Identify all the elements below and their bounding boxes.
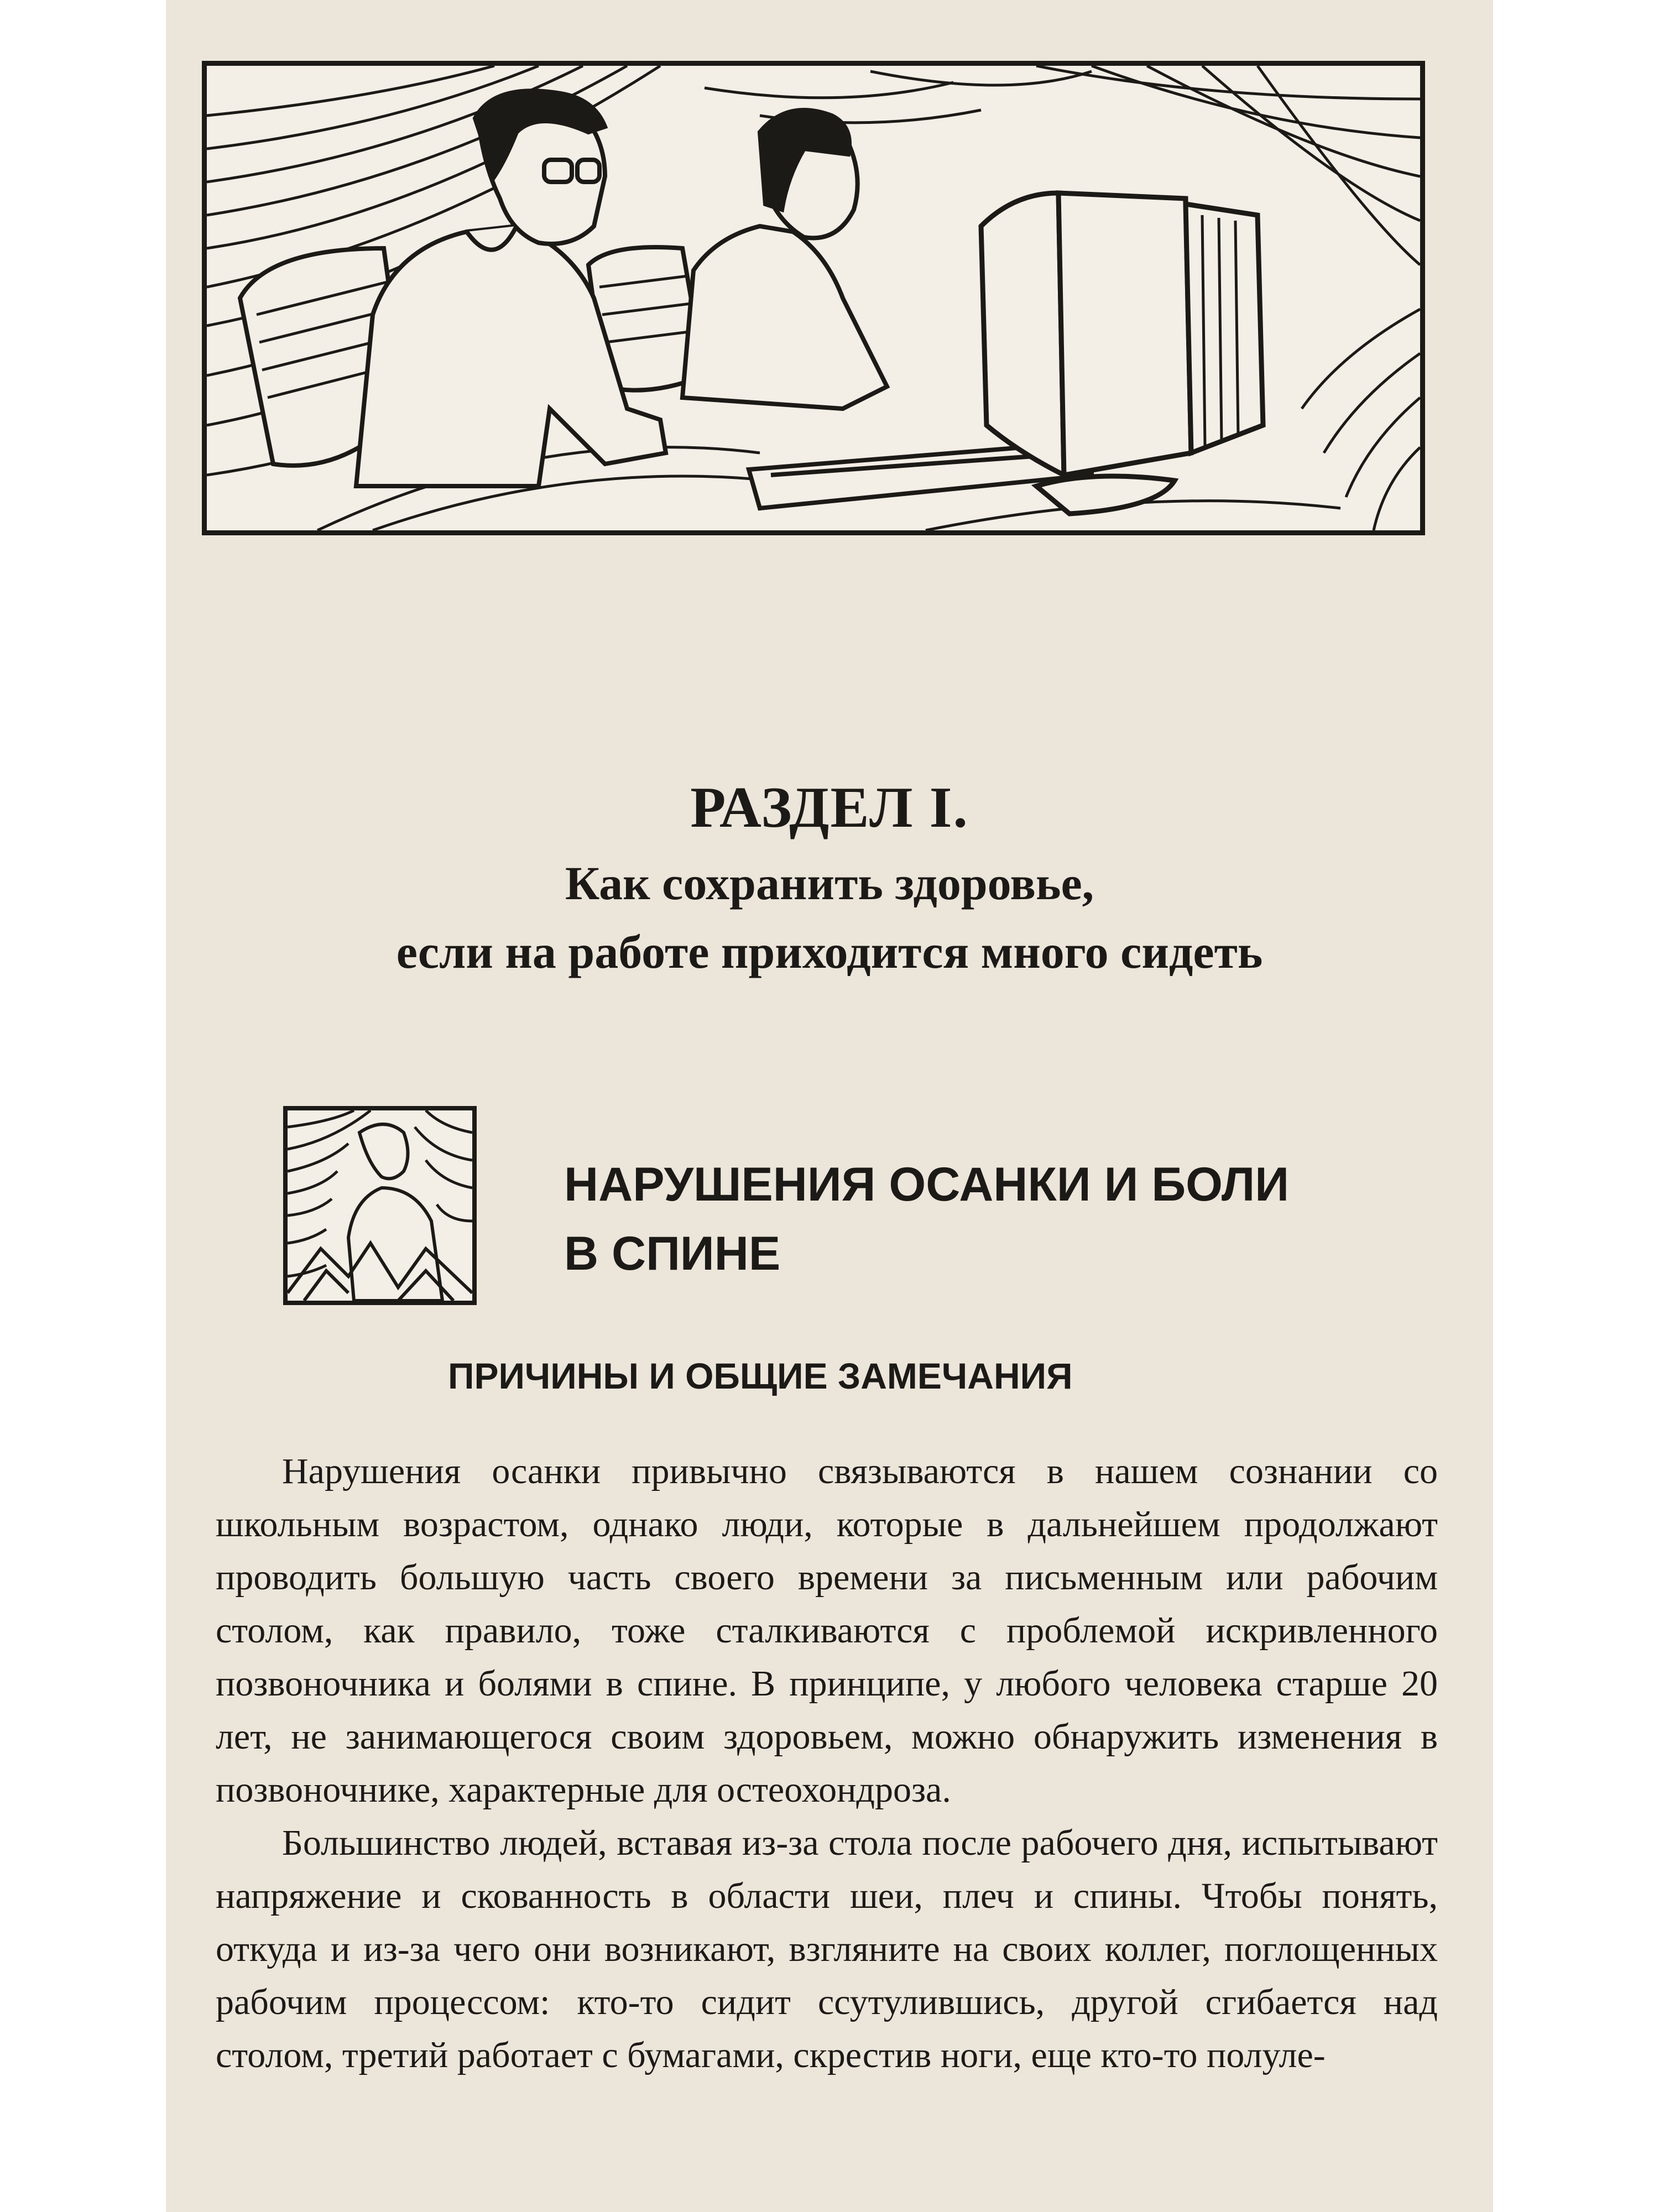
section-title-line-1: Как сохранить здоровье, [565, 857, 1094, 910]
body-text [216, 1445, 1438, 2082]
chapter-emblem [283, 1106, 477, 1305]
book-page [166, 0, 1493, 2212]
chapter-title-line-2: В СПИНЕ [564, 1227, 781, 1280]
section-number: РАЗДЕЛ I. [690, 775, 969, 839]
office-workers-illustration-icon [207, 66, 1420, 530]
woman-figure-icon [288, 1110, 472, 1301]
subsection-heading: ПРИЧИНЫ И ОБЩИЕ ЗАМЕЧАНИЯ [448, 1355, 1073, 1396]
chapter-title [564, 1150, 1477, 1288]
office-illustration [202, 61, 1425, 535]
paragraph: Большинство людей, вставая из-за стола после рабочего дня, испытывают напряжение и скованность в области шеи, плеч и спины. Чтобы понять, откуда и из-за чего они возникают, взгляните на своих коллег, поглощенных рабочим процессом: кто-то сидит ссутулившись, другой сгибается над столом, третий работает с бумагами, скрестив ноги, еще кто-то полуле- [216, 1823, 1438, 2075]
section-title-line-2: если на работе приходится много сидеть [396, 925, 1263, 978]
section-title [166, 849, 1493, 986]
chapter-title-line-1: НАРУШЕНИЯ ОСАНКИ И БОЛИ [564, 1158, 1290, 1211]
paragraph: Нарушения осанки привычно связываются в нашем сознании со школьным возрастом, однако люди, которые в дальнейшем продолжают проводить большую часть своего времени за письменным или рабочим столом, как правило, тоже сталкиваются с проблемой искривленного позвоночника и болями в спине. В принципе, у любого человека старше 20 лет, не занимающегося своим здоровьем, можно обнаружить изменения в позвоночнике, характерные для остеохондроза. [216, 1451, 1438, 1810]
